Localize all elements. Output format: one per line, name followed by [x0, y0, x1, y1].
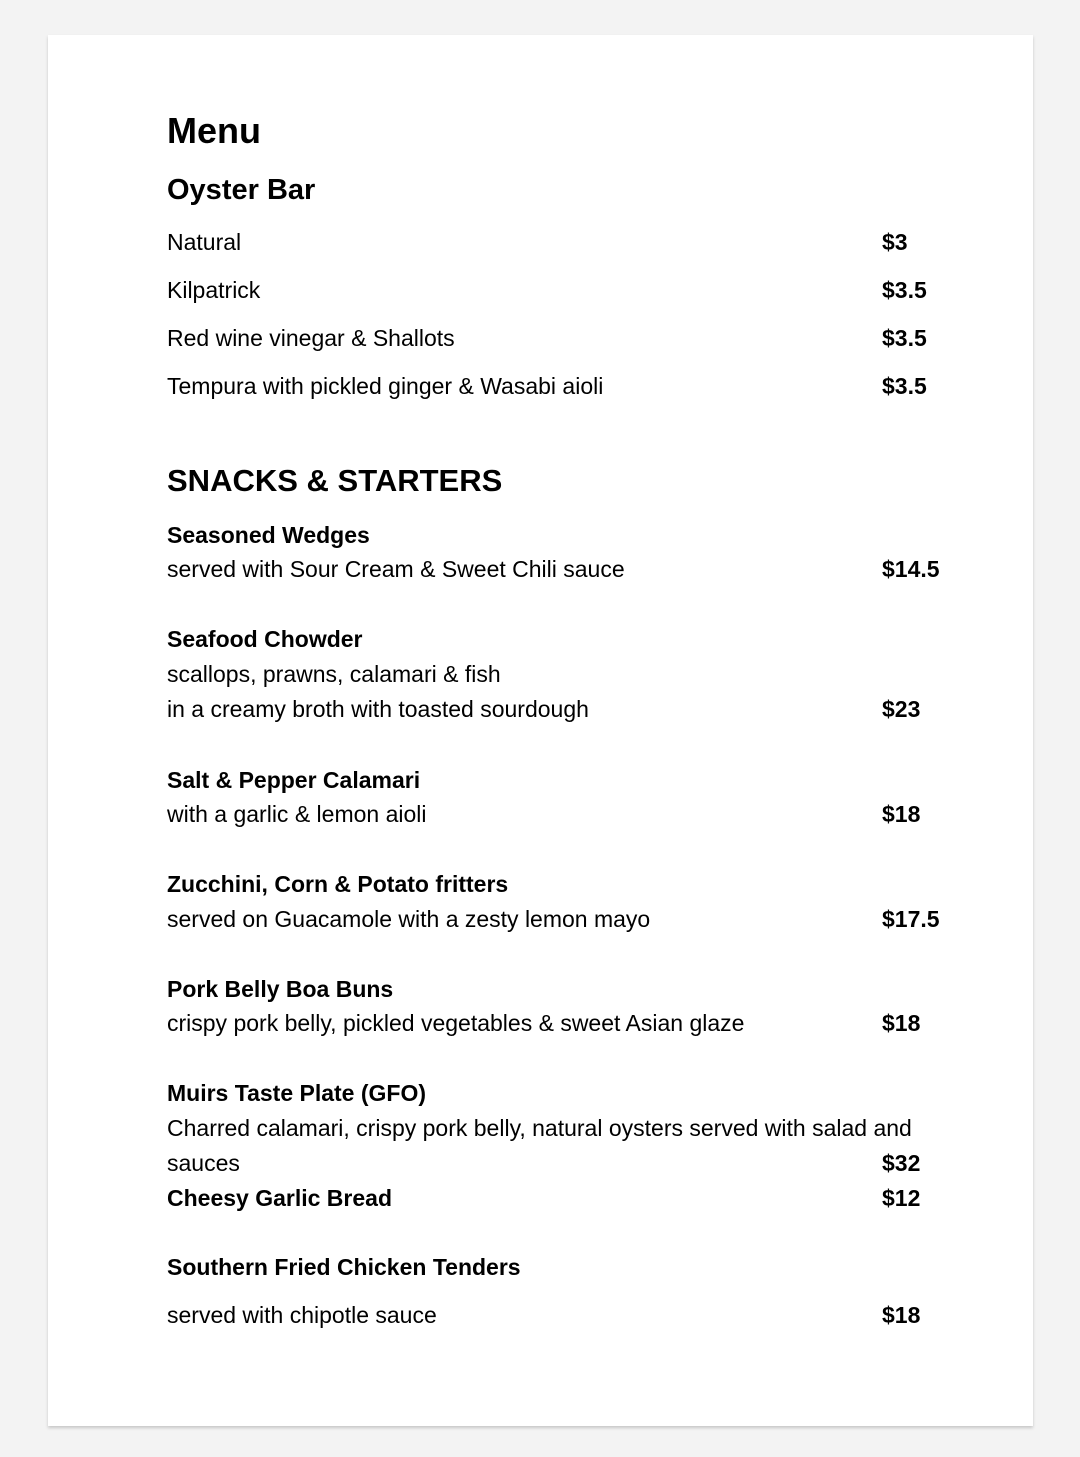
snack-item-name: Muirs Taste Plate (GFO) — [167, 1080, 427, 1106]
snack-item-description: Charred calamari, crispy pork belly, natural oysters served with salad and — [167, 1115, 912, 1141]
snack-item-name: Cheesy Garlic Bread — [167, 1185, 393, 1211]
oyster-item-name: Kilpatrick — [167, 277, 261, 303]
snack-item-name: Zucchini, Corn & Potato fritters — [167, 871, 509, 897]
oyster-item-price: $3.5 — [882, 277, 927, 303]
snack-item-name: Seasoned Wedges — [167, 522, 370, 548]
snack-item-price: $23 — [882, 696, 921, 722]
snack-item-description: served with chipotle sauce — [167, 1302, 437, 1328]
snack-item-price: $14.5 — [882, 556, 940, 582]
snack-item-description: sauces — [167, 1150, 240, 1176]
snack-item-name: Southern Fried Chicken Tenders — [167, 1254, 521, 1280]
section-heading-snacks: SNACKS & STARTERS — [167, 463, 503, 498]
snack-item-description: in a creamy broth with toasted sourdough — [167, 696, 589, 722]
snack-item-name: Seafood Chowder — [167, 626, 363, 652]
snack-item-description: served on Guacamole with a zesty lemon mayo — [167, 906, 651, 932]
page-title: Menu — [167, 110, 261, 151]
snack-item-description: with a garlic & lemon aioli — [167, 801, 427, 827]
snack-item-price: $12 — [882, 1185, 921, 1211]
oyster-item-price: $3.5 — [882, 373, 927, 399]
snack-item-price: $18 — [882, 1302, 921, 1328]
snack-item-name: Pork Belly Boa Buns — [167, 976, 394, 1002]
snack-item-description: crispy pork belly, pickled vegetables & sweet Asian glaze — [167, 1010, 745, 1036]
snack-item-description: scallops, prawns, calamari & fish — [167, 661, 501, 687]
oyster-item-name: Tempura with pickled ginger & Wasabi aioli — [167, 373, 604, 399]
snack-item-price: $17.5 — [882, 906, 940, 932]
snack-item-price: $18 — [882, 1010, 921, 1036]
snack-item-description: served with Sour Cream & Sweet Chili sauce — [167, 556, 625, 582]
oyster-item-name: Natural — [167, 229, 242, 255]
snack-item-price: $18 — [882, 801, 921, 827]
snack-item-price: $32 — [882, 1150, 921, 1176]
oyster-item-price: $3 — [882, 229, 908, 255]
menu-page — [48, 35, 1033, 1426]
oyster-item-name: Red wine vinegar & Shallots — [167, 325, 455, 351]
oyster-item-price: $3.5 — [882, 325, 927, 351]
section-heading-oyster-bar: Oyster Bar — [167, 174, 316, 206]
snack-item-name: Salt & Pepper Calamari — [167, 767, 421, 793]
